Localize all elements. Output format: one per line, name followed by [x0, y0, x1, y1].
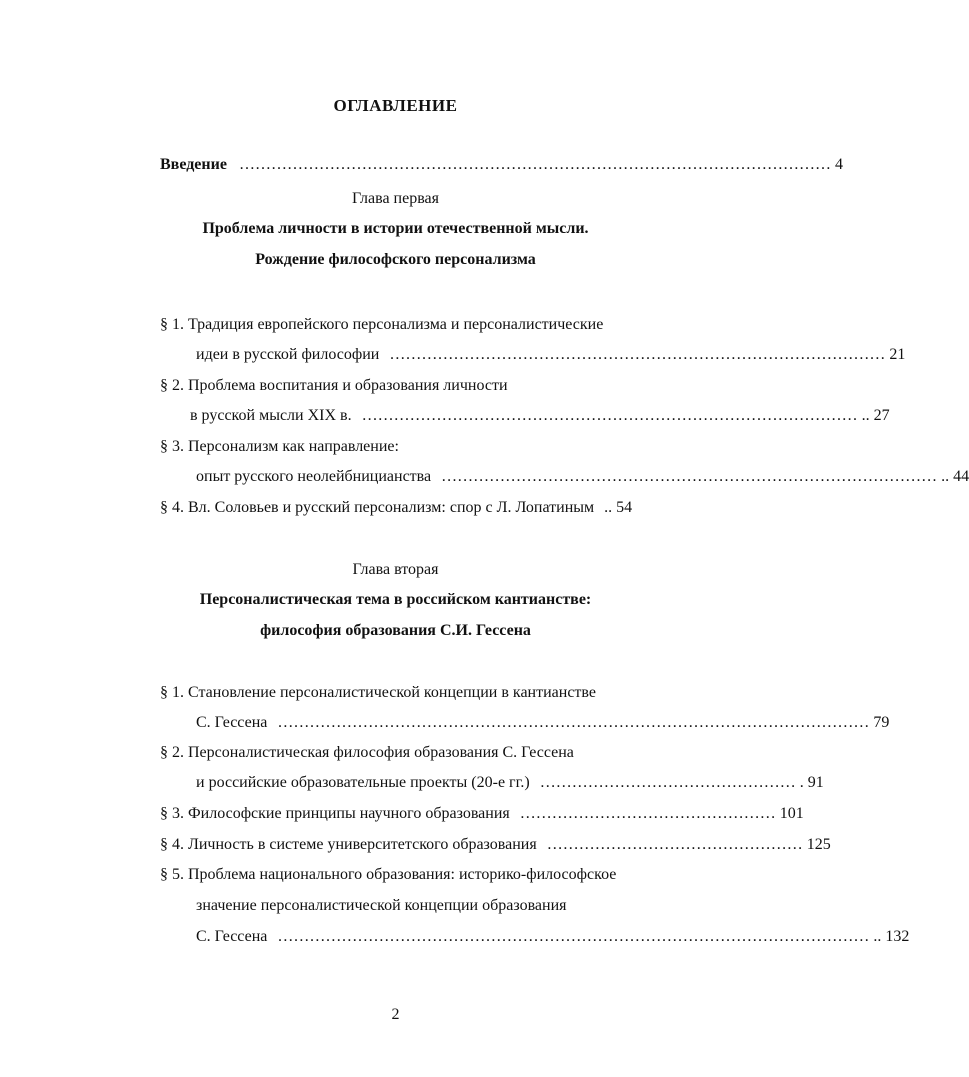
toc-section-page: 101 [779, 805, 804, 822]
toc-section-line [160, 744, 574, 762]
chapter-label: Глава первая [351, 190, 440, 207]
toc-section-text: идеи в русской философии [196, 346, 380, 363]
toc-section-text: и российские образовательные проекты (20-е гг.) [196, 774, 530, 791]
toc-section-text: § 3. Персонализм как направление: [160, 438, 399, 455]
chapter-heading-line: Рождение философского персонализма [255, 251, 536, 268]
leader-dots: ………………………………………………………………………………………………… [277, 928, 870, 945]
toc-section-text: § 1. Становление персоналистической концепции в кантианстве [160, 684, 596, 701]
toc-section-line [160, 316, 603, 334]
toc-section-page: . 91 [799, 774, 824, 791]
toc-section-line [160, 438, 399, 456]
toc-section-line [190, 407, 890, 425]
toc-section-text: опыт русского неолейбницианства [196, 468, 432, 485]
leader-dots: ………………………………………… [546, 836, 803, 853]
toc-section-page: 125 [806, 836, 831, 853]
toc-section-line [160, 866, 616, 884]
toc-section-text: § 5. Проблема национального образования: историко-философское [160, 866, 617, 883]
toc-section-line [196, 346, 906, 364]
toc-section-line [196, 897, 567, 915]
leader-dots: ………………………………………………………………………………… [389, 346, 886, 363]
toc-section-line [196, 468, 969, 486]
page-number: 2 [391, 1006, 400, 1023]
toc-section-text: § 1. Традиция европейского персонализма и персоналистические [160, 316, 604, 333]
leader-dots: ………………………………………… [539, 774, 796, 791]
leader-dots: ………………………………………………………………………………… [441, 468, 938, 485]
toc-section-page: .. 54 [604, 499, 633, 516]
toc-section-text: § 2. Персоналистическая философия образования С. Гессена [160, 744, 574, 761]
toc-section-text: С. Гессена [196, 714, 268, 731]
toc-section-text: § 4. Вл. Соловьев и русский персонализм: спор с Л. Лопатиным [160, 499, 595, 516]
toc-section-line [160, 684, 596, 702]
toc-section-page: .. 27 [861, 407, 890, 424]
toc-section-text: § 2. Проблема воспитания и образования личности [160, 377, 508, 394]
toc-section-line [160, 377, 508, 395]
leader-dots: ………………………………………………………………………………………………… [277, 714, 870, 731]
toc-section-line [160, 805, 804, 823]
toc-entry-label: Введение [160, 156, 227, 173]
chapter-heading-line: философия образования С.И. Гессена [260, 622, 531, 639]
chapter-heading-line: Персоналистическая тема в российском кантианстве: [199, 591, 592, 608]
leader-dots: ………………………………………… [519, 805, 776, 822]
toc-section-line [196, 774, 824, 792]
toc-section-text: значение персоналистической концепции образования [196, 897, 567, 914]
leader-dots: ………………………………………………………………………………… [361, 407, 858, 424]
toc-section-page: 21 [889, 346, 906, 363]
toc-section-line [196, 714, 890, 732]
toc-section-page: .. 44 [941, 468, 969, 485]
toc-section-text: § 3. Философские принципы научного образования [160, 805, 510, 822]
toc-section-text: С. Гессена [196, 928, 268, 945]
toc-entry-page: 4 [834, 156, 843, 173]
toc-section-line [196, 928, 910, 946]
chapter-label: Глава вторая [352, 561, 439, 578]
leader-dots: ………………………………………………………………………………………………… [238, 156, 831, 173]
toc-section-text: в русской мысли XIX в. [190, 407, 352, 424]
toc-section-page: 79 [873, 714, 890, 731]
toc-section-line [160, 836, 831, 854]
page-title: ОГЛАВЛЕНИЕ [333, 96, 458, 115]
toc-section-text: § 4. Личность в системе университетского образования [160, 836, 537, 853]
toc-entry-introduction [160, 156, 843, 174]
toc-section-line [160, 499, 698, 517]
toc-section-page: .. 132 [873, 928, 910, 945]
chapter-heading-line: Проблема личности в истории отечественной мысли. [202, 220, 589, 237]
